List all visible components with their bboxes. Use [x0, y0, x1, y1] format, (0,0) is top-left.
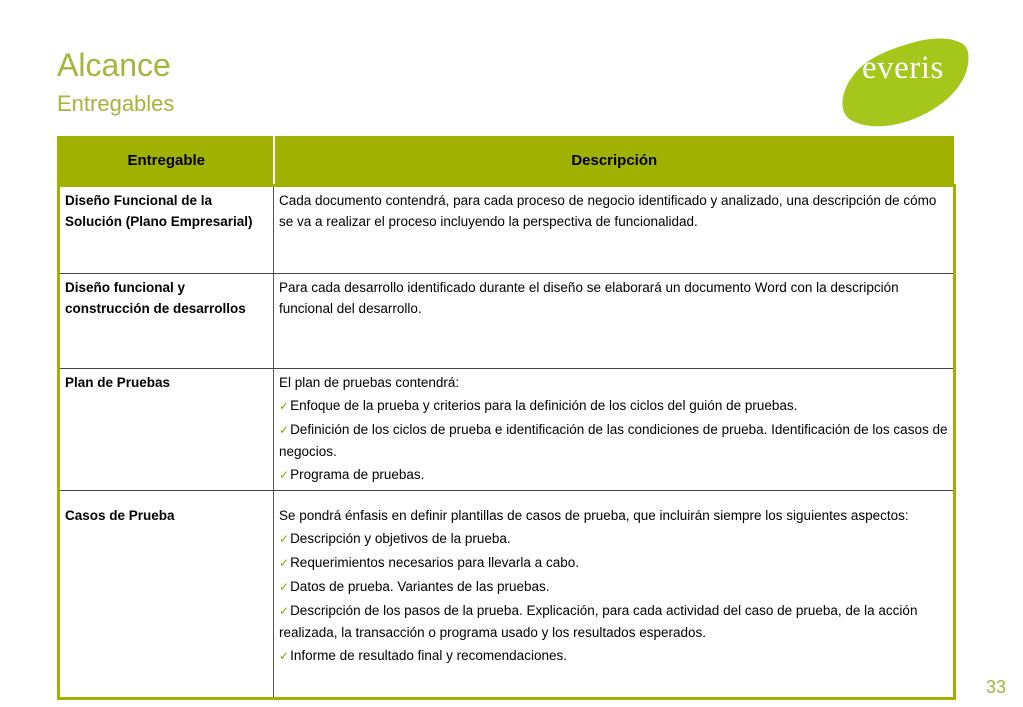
list-item: ✓Definición de los ciclos de prueba e identificación de las condiciones de prueba. Identificación de los casos de negocios.	[279, 422, 948, 459]
list-item: ✓Requerimientos necesarios para llevarla a cabo.	[279, 555, 579, 570]
description-text: El plan de pruebas contendrá:	[279, 375, 460, 390]
everis-logo	[838, 38, 972, 130]
deliverable-description	[274, 274, 955, 369]
checkmark-icon: ✓	[279, 556, 290, 570]
deliverable-description	[274, 186, 955, 274]
deliverable-description	[274, 491, 955, 699]
checkmark-icon: ✓	[279, 604, 290, 618]
checkmark-icon: ✓	[279, 423, 290, 437]
table-header-row	[59, 136, 955, 186]
checkmark-icon: ✓	[279, 399, 290, 413]
deliverable-name: Diseño Funcional de la Solución (Plano Empresarial)	[59, 186, 274, 274]
column-header-descripcion: Descripción	[274, 136, 955, 186]
list-item: ✓Datos de prueba. Variantes de las pruebas.	[279, 579, 550, 594]
list-item: ✓Informe de resultado final y recomendaciones.	[279, 648, 567, 663]
deliverable-name: Plan de Pruebas	[59, 369, 274, 491]
checkmark-icon: ✓	[279, 468, 290, 482]
table-row	[59, 186, 955, 274]
list-item: ✓Programa de pruebas.	[279, 467, 425, 482]
deliverable-name: Diseño funcional y construcción de desarrollos	[59, 274, 274, 369]
description-text: Para cada desarrollo identificado durante el diseño se elaborará un documento Word con la descripción funcional del desarrollo.	[279, 280, 899, 316]
deliverables-table	[57, 136, 956, 700]
list-item: ✓Enfoque de la prueba y criterios para la definición de los ciclos del guión de pruebas.	[279, 398, 798, 413]
description-text: Se pondrá énfasis en definir plantillas de casos de prueba, que incluirán siempre los siguientes aspectos:	[279, 508, 909, 523]
checkmark-icon: ✓	[279, 649, 290, 663]
logo-text: everis	[862, 50, 944, 86]
checkmark-icon: ✓	[279, 532, 290, 546]
slide-subtitle: Entregables	[57, 91, 175, 116]
page-number: 33	[986, 677, 1007, 697]
list-item: ✓Descripción y objetivos de la prueba.	[279, 531, 511, 546]
table-row	[59, 369, 955, 491]
deliverable-description	[274, 369, 955, 491]
slide-title: Alcance	[57, 47, 171, 83]
deliverable-name: Casos de Prueba	[59, 491, 274, 699]
list-item: ✓Descripción de los pasos de la prueba. Explicación, para cada actividad del caso de prueba, de la acción realizada, la transacción o programa usado y los resultados esperados.	[279, 603, 918, 640]
table-row	[59, 274, 955, 369]
description-text: Cada documento contendrá, para cada proceso de negocio identificado y analizado, una descripción de cómo se va a realizar el proceso incluyendo la perspectiva de funcionalidad.	[279, 193, 937, 229]
checkmark-icon: ✓	[279, 580, 290, 594]
column-header-entregable: Entregable	[59, 136, 274, 186]
table-row	[59, 491, 955, 699]
